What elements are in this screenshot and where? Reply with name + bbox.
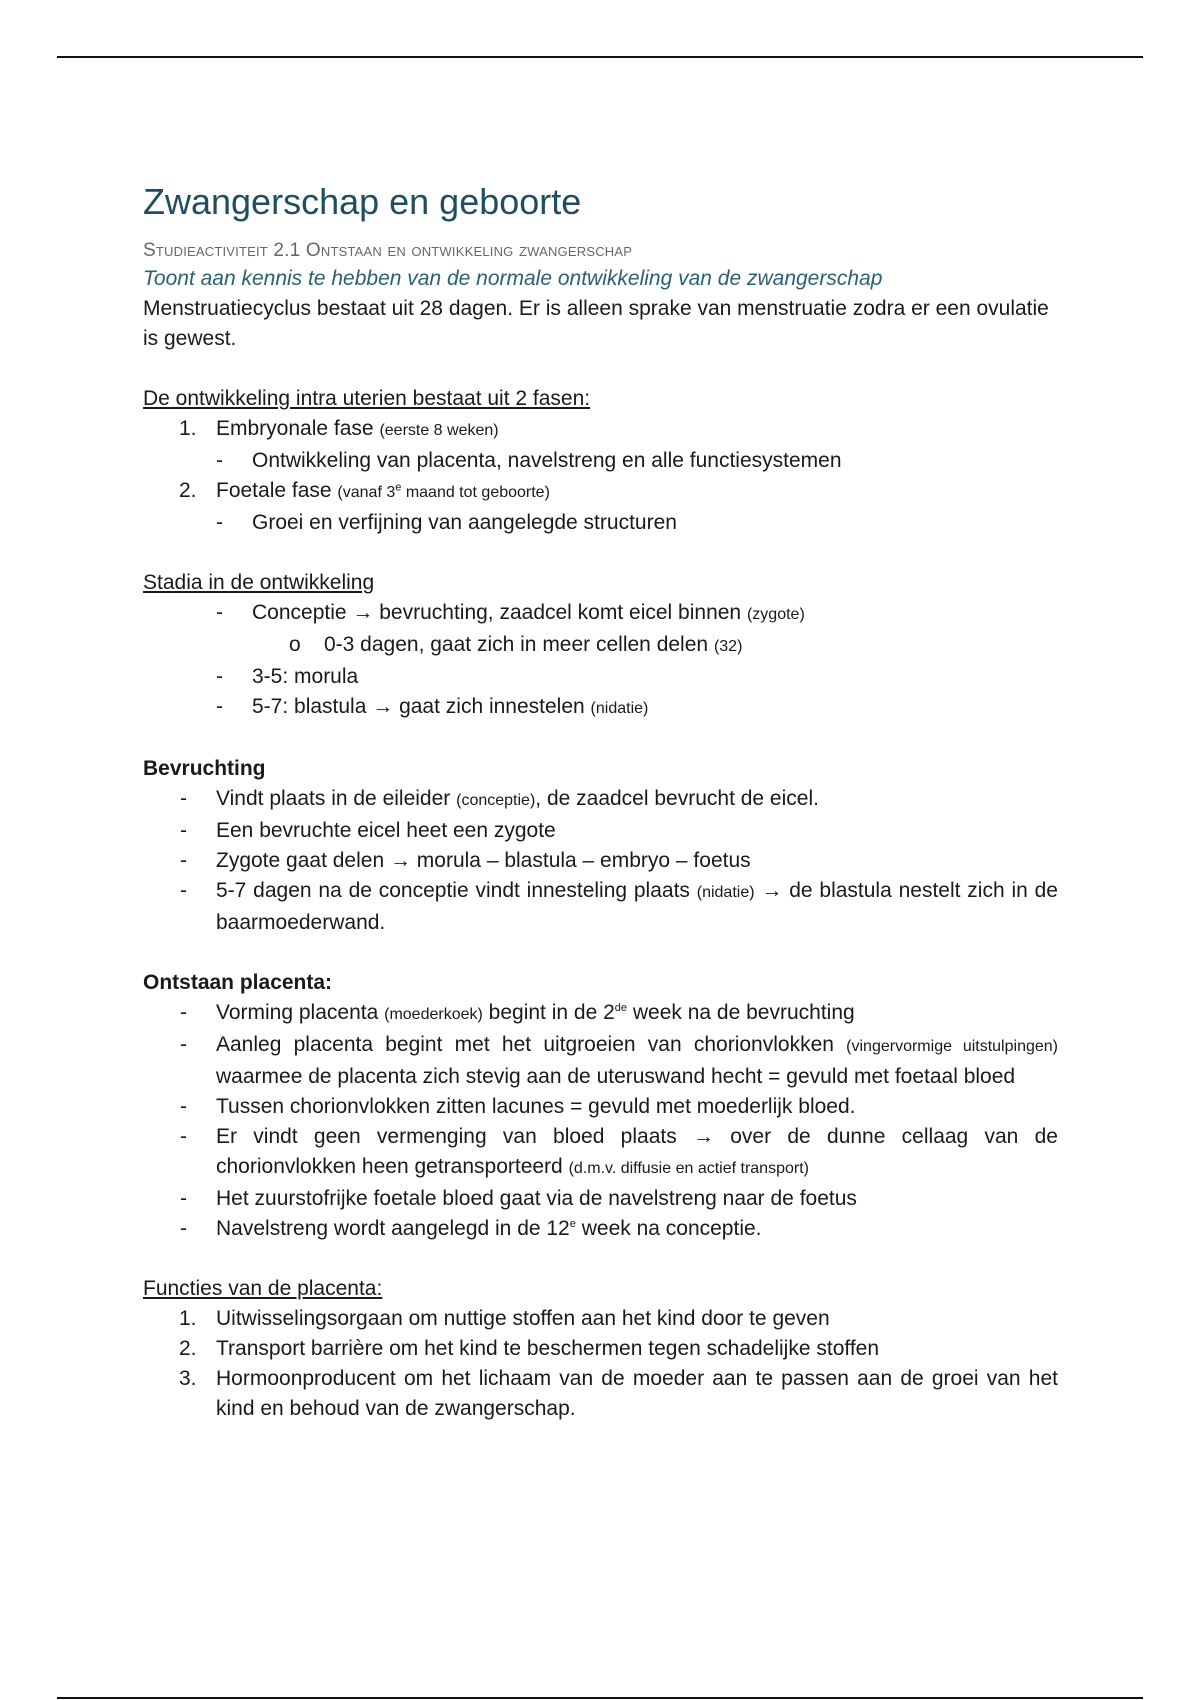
list-text: Een bevruchte eicel heet een zygote — [216, 819, 556, 842]
list-item — [143, 476, 1058, 508]
placenta-section — [143, 968, 1058, 1244]
list-item — [143, 1030, 1058, 1092]
list-note: (nidatie) — [696, 884, 755, 901]
superscript: de — [614, 1002, 628, 1014]
list-item — [143, 598, 1058, 630]
dash-marker: - — [216, 665, 223, 688]
list-item — [143, 1304, 1058, 1334]
list-text: 5-7: blastula → gaat zich innestelen — [252, 695, 585, 718]
list-note: (zygote) — [746, 606, 805, 623]
list-text: 5-7 dagen na de conceptie vindt innesteling plaats — [216, 879, 690, 902]
stadia-section — [143, 568, 1058, 724]
dash-marker: - — [180, 849, 187, 872]
list-note: (32) — [713, 638, 743, 655]
list-number: 2. — [179, 1337, 197, 1360]
list-note — [337, 481, 550, 501]
functies-heading: Functies van de placenta: — [143, 1277, 383, 1300]
superscript: e — [569, 1218, 576, 1230]
bevruchting-section — [143, 754, 1058, 938]
list-item — [143, 414, 1058, 446]
list-text: Hormoonproducent om het lichaam van de moeder aan te passen aan de groei van het kind en behoud van de zwangerschap. — [216, 1367, 1058, 1420]
document-title: Zwangerschap en geboorte — [143, 181, 582, 222]
document-page — [143, 180, 1058, 1424]
list-text: Navelstreng wordt aangelegd in de 12 — [216, 1217, 570, 1240]
dash-marker: - — [180, 819, 187, 842]
list-note: (nidatie) — [590, 700, 649, 717]
list-item — [143, 1334, 1058, 1364]
list-text: 0-3 dagen, gaat zich in meer cellen delen — [324, 633, 709, 656]
list-text: Uitwisselingsorgaan om nuttige stoffen aan het kind door te geven — [216, 1307, 830, 1330]
ontwikkeling-heading: De ontwikkeling intra uterien bestaat uit 2 fasen: — [143, 387, 591, 410]
dash-marker: - — [180, 787, 187, 810]
dash-marker: - — [216, 601, 223, 624]
ontwikkeling-section — [143, 384, 1058, 538]
list-item — [143, 816, 1058, 846]
list-text: Groei en verfijning van aangelegde structuren — [252, 511, 677, 534]
list-note: (moederkoek) — [384, 1006, 483, 1023]
list-text: Het zuurstofrijke foetale bloed gaat via de navelstreng naar de foetus — [216, 1187, 857, 1210]
list-text: Vindt plaats in de eileider — [216, 787, 451, 810]
bottom-rule — [57, 1697, 1143, 1699]
list-number: 3. — [179, 1367, 197, 1390]
dash-marker: - — [180, 1033, 187, 1056]
functies-section — [143, 1274, 1058, 1424]
list-text: , de zaadcel bevrucht de eicel. — [535, 787, 819, 810]
list-text: 3-5: morula — [252, 665, 359, 688]
list-text: waarmee de placenta zich stevig aan de uteruswand hecht = gevuld met foetaal bloed — [216, 1065, 1016, 1088]
superscript: e — [395, 481, 402, 494]
list-note: (d.m.v. diffusie en actief transport) — [568, 1160, 809, 1177]
note-part: (vanaf 3 — [337, 484, 396, 501]
list-text: Ontwikkeling van placenta, navelstreng en alle functiesystemen — [252, 449, 842, 472]
list-text: week na de bevruchting — [632, 1001, 855, 1024]
list-text: Er vindt geen vermenging van bloed plaats → over de dunne cellaag van de chorionvlokken heen getransporteerd — [216, 1125, 1058, 1178]
dash-marker: - — [180, 879, 187, 902]
list-item — [143, 630, 1058, 662]
list-item — [143, 1122, 1058, 1184]
list-text: → de blastula nestelt zich in de baarmoederwand. — [216, 879, 1058, 934]
circle-marker: o — [289, 633, 301, 656]
list-text: Transport barrière om het kind te beschermen tegen schadelijke stoffen — [216, 1337, 880, 1360]
list-note: (vingervormige uitstulpingen) — [846, 1038, 1058, 1055]
dash-marker: - — [216, 695, 223, 718]
dash-marker: - — [180, 1001, 187, 1024]
note-part: maand tot geboorte) — [405, 484, 550, 501]
list-item — [143, 692, 1058, 724]
list-item — [143, 1214, 1058, 1244]
document-subtitle: Studieactiviteit 2.1 Ontstaan en ontwikkeling zwangerschap — [143, 240, 633, 261]
list-item — [143, 876, 1058, 938]
list-item — [143, 508, 1058, 538]
list-item — [143, 846, 1058, 876]
list-number: 1. — [179, 417, 197, 440]
learning-objective: Toont aan kennis te hebben van de normale ontwikkeling van de zwangerschap — [143, 267, 883, 290]
list-text: Aanleg placenta begint met het uitgroeien van chorionvlokken — [216, 1033, 834, 1056]
list-text: Foetale fase — [216, 479, 332, 502]
dash-marker: - — [180, 1125, 187, 1148]
bevruchting-heading: Bevruchting — [143, 757, 266, 780]
intro-paragraph: Menstruatiecyclus bestaat uit 28 dagen. Er is alleen sprake van menstruatie zodra er een ovulatie is gewest. — [143, 297, 1049, 350]
top-rule — [57, 56, 1143, 58]
list-item — [143, 446, 1058, 476]
list-text: Vorming placenta — [216, 1001, 379, 1024]
dash-marker: - — [180, 1217, 187, 1240]
stadia-heading: Stadia in de ontwikkeling — [143, 571, 375, 594]
list-text: Zygote gaat delen → morula – blastula – embryo – foetus — [216, 849, 751, 872]
list-item — [143, 1092, 1058, 1122]
list-text: Embryonale fase — [216, 417, 374, 440]
list-text: week na conceptie. — [581, 1217, 762, 1240]
list-text: Tussen chorionvlokken zitten lacunes = gevuld met moederlijk bloed. — [216, 1095, 856, 1118]
list-item — [143, 998, 1058, 1030]
list-number: 2. — [179, 479, 197, 502]
list-text: begint in de 2 — [488, 1001, 615, 1024]
list-item — [143, 1364, 1058, 1424]
list-item — [143, 784, 1058, 816]
list-text: Conceptie → bevruchting, zaadcel komt eicel binnen — [252, 601, 742, 624]
list-item — [143, 662, 1058, 692]
list-number: 1. — [179, 1307, 197, 1330]
dash-marker: - — [180, 1187, 187, 1210]
dash-marker: - — [180, 1095, 187, 1118]
dash-marker: - — [216, 511, 223, 534]
list-note: (conceptie) — [456, 792, 536, 809]
dash-marker: - — [216, 449, 223, 472]
list-note: (eerste 8 weken) — [379, 422, 499, 439]
list-item — [143, 1184, 1058, 1214]
placenta-heading: Ontstaan placenta: — [143, 971, 333, 994]
